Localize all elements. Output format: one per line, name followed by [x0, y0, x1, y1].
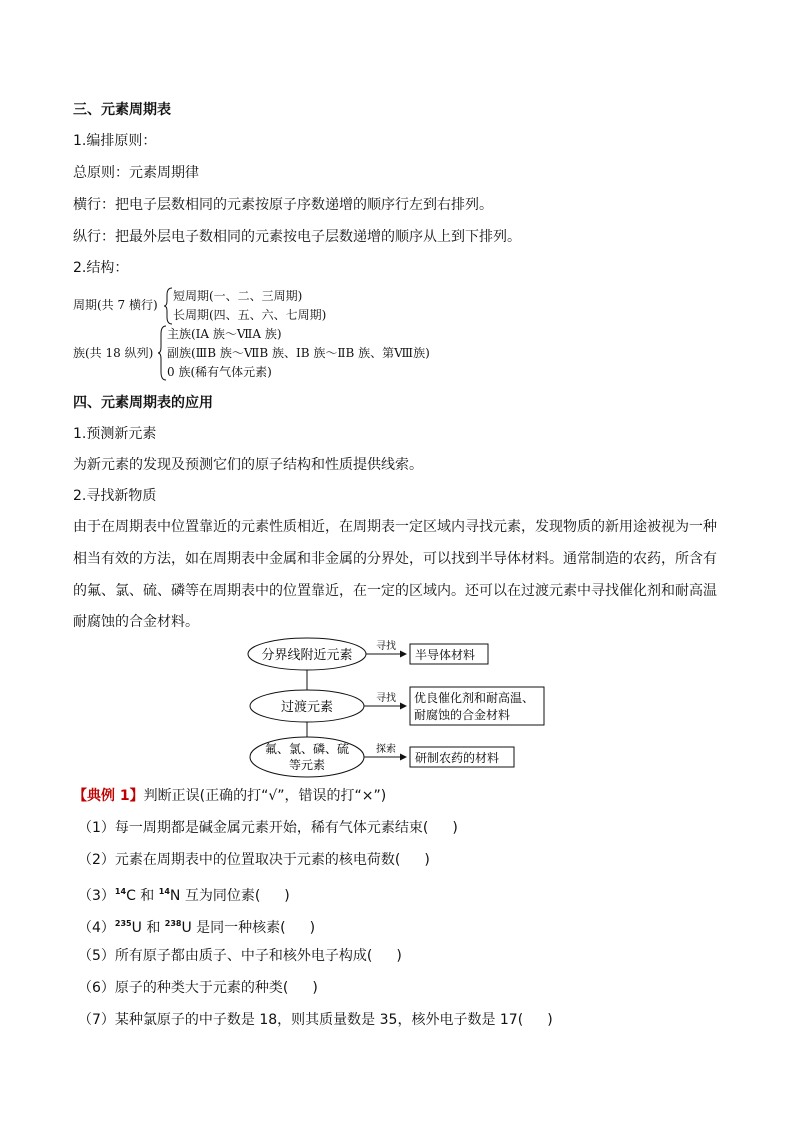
- group-item-sub: 副族(ⅢB 族～ⅦB 族、ⅠB 族～ⅡB 族、第Ⅷ族): [167, 346, 430, 360]
- result-label: 优良催化剂和耐高温、: [414, 691, 535, 705]
- node-label-boundary: 分界线附近元素: [261, 648, 353, 663]
- group-item-zero: 0 族(稀有气体元素): [167, 365, 272, 379]
- row-principle: 横行：把电子层数相同的元素按原子序数递增的顺序行左到右排列。: [73, 197, 493, 213]
- question-number: （2）: [78, 852, 115, 868]
- find-paragraph-line: 由于在周期表中位置靠近的元素性质相近，在周期表一定区域内寻找元素，发现物质的新用途被视为一种: [73, 519, 717, 535]
- question-number: （7）: [78, 1012, 115, 1028]
- find-paragraph-line: 的氟、氯、硫、磷等在周期表中的位置靠近，在一定的区域内。还可以在过渡元素中寻找催化剂和耐高温: [73, 583, 717, 599]
- question-text: 元素在周期表中的位置取决于元素的核电荷数(: [114, 852, 401, 868]
- question-item: [78, 818, 458, 838]
- question-end: ): [312, 980, 318, 996]
- question-number: （4）: [78, 920, 115, 936]
- group-label: 族(共 18 纵列): [73, 346, 154, 360]
- node-label-nonmetals: 氟、氯、磷、硫: [264, 742, 350, 756]
- question-text: 原子的种类大于元素的种类(: [114, 980, 289, 996]
- question-end: ): [547, 1012, 553, 1028]
- result-label: 半导体材料: [415, 648, 476, 662]
- general-principle: 总原则：元素周期律: [73, 165, 199, 181]
- isotope-mass: 235: [114, 919, 132, 928]
- arrow-label: 寻找: [376, 641, 396, 652]
- predict-title: 1.预测新元素: [73, 426, 157, 442]
- question-item: [78, 882, 290, 906]
- question-text: 所有原子都由质子、中子和核外电子构成(: [114, 948, 373, 964]
- question-text: U 和: [131, 920, 165, 936]
- isotope-mass: 14: [114, 887, 127, 896]
- question-text: N 互为同位素(: [169, 888, 261, 904]
- find-paragraph-line: 相当有效的方法，如在周期表中金属和非金属的分界处，可以找到半导体材料。通常制造的农药，所含有: [73, 551, 717, 567]
- period-item-short: 短周期(一、二、三周期): [173, 289, 303, 303]
- question-item: [78, 914, 315, 938]
- question-end: ): [396, 948, 402, 964]
- question-number: （6）: [78, 980, 115, 996]
- question-item: [78, 978, 318, 998]
- example-instruction: 判断正误(正确的打“√”，错误的打“×”): [143, 788, 387, 804]
- column-principle: 纵行：把最外层电子数相同的元素按电子层数递增的顺序从上到下排列。: [73, 229, 521, 245]
- question-text: U 是同一种核素(: [181, 920, 286, 936]
- structure-title: 2.结构：: [73, 260, 129, 276]
- question-item: [78, 850, 430, 870]
- group-item-main: 主族(ⅠA 族～ⅦA 族): [167, 327, 282, 341]
- question-text: 每一周期都是碱金属元素开始，稀有气体元素结束(: [114, 820, 429, 836]
- question-item: [78, 1010, 553, 1030]
- find-title: 2.寻找新物质: [73, 488, 157, 504]
- section-heading-applications: 四、元素周期表的应用: [73, 395, 213, 411]
- find-paragraph-line: 耐腐蚀的合金材料。: [73, 614, 199, 630]
- isotope-mass: 238: [164, 919, 182, 928]
- period-item-long: 长周期(四、五、六、七周期): [173, 308, 327, 322]
- isotope-mass: 14: [158, 887, 170, 896]
- question-end: ): [309, 920, 316, 936]
- question-text: C 和: [126, 888, 159, 904]
- question-end: ): [424, 852, 430, 868]
- question-number: （1）: [78, 820, 115, 836]
- question-number: （5）: [78, 948, 115, 964]
- section-heading-periodic-table: 三、元素周期表: [73, 102, 171, 118]
- question-end: ): [452, 820, 458, 836]
- rule-title: 1.编排原则：: [73, 133, 157, 149]
- question-number: （3）: [78, 888, 115, 904]
- node-label-nonmetals: 等元素: [288, 758, 326, 772]
- arrow-label: 探索: [376, 744, 396, 755]
- result-label: 研制农药的材料: [415, 751, 500, 765]
- node-label-transition: 过渡元素: [280, 700, 334, 715]
- period-label: 周期(共 7 横行): [73, 298, 158, 312]
- question-end: ): [284, 888, 290, 904]
- result-label: 耐腐蚀的合金材料: [414, 708, 511, 722]
- example-header: [73, 786, 386, 806]
- applications-diagram: [240, 636, 550, 781]
- question-item: [78, 946, 402, 966]
- question-text: 某种氯原子的中子数是 18，则其质量数是 35，核外电子数是 17(: [114, 1012, 524, 1028]
- arrow-label: 寻找: [376, 693, 396, 704]
- predict-text: 为新元素的发现及预测它们的原子结构和性质提供线索。: [73, 457, 423, 473]
- example-tag: 【典例 1】: [73, 788, 144, 804]
